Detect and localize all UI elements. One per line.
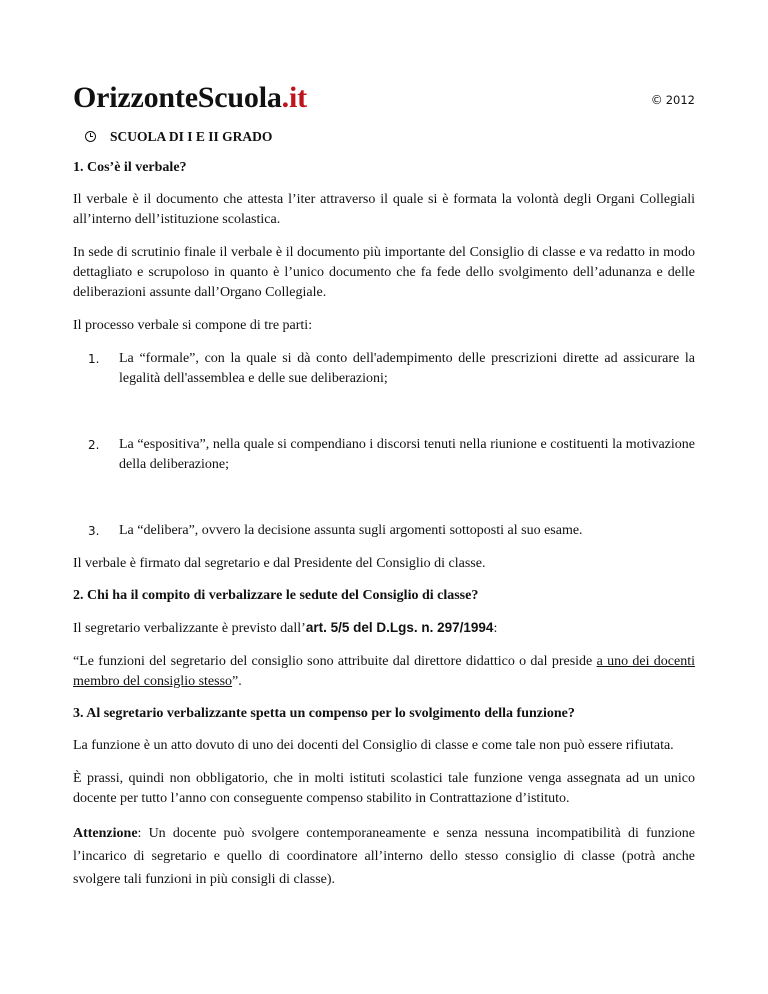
question-1-paragraph-3: Il processo verbale si compone di tre parti:	[73, 318, 313, 333]
article-body	[73, 159, 695, 904]
question-3-paragraph-1: La funzione è un atto dovuto di uno dei docenti del Consiglio di classe e come tale non può essere rifiutata.	[73, 738, 674, 753]
question-1-paragraph-4: Il verbale è firmato dal segretario e dal Presidente del Consiglio di classe.	[73, 556, 486, 571]
verbale-parts-list	[73, 349, 695, 541]
law-reference: art. 5/5 del D.Lgs. n. 297/1994	[305, 620, 494, 635]
question-2-quote	[73, 652, 695, 692]
intro-text: Il segretario verbalizzante è previsto dall’	[73, 621, 306, 636]
site-logo[interactable]	[73, 80, 307, 116]
list-item	[73, 435, 695, 475]
list-item	[73, 349, 695, 389]
brand-main: OrizzonteScuola	[73, 81, 282, 114]
quote-underlined: a uno dei docenti membro del consiglio stesso	[73, 654, 695, 689]
quote-end: ”.	[232, 674, 242, 689]
list-item-number: 2.	[88, 438, 100, 452]
list-item-text: La “espositiva”, nella quale si compendiano i discorsi tenuti nella riunione e costituenti la motivazione della deliberazione;	[119, 437, 695, 472]
question-2-title: 2. Chi ha il compito di verbalizzare le sedute del Consiglio di classe?	[73, 588, 479, 603]
attention-label: Attenzione	[73, 826, 138, 841]
list-item-text: La “delibera”, ovvero la decisione assunta sugli argomenti sottoposti al suo esame.	[119, 523, 583, 538]
page-header	[73, 0, 695, 118]
brand-tld: .it	[281, 81, 307, 114]
section-heading	[85, 129, 272, 145]
document-page	[73, 0, 695, 887]
list-item-text: La “formale”, con la quale si dà conto dell'adempimento delle prescrizioni dirette ad assicurare la legalità dell'assemblea e delle sue deliberazioni;	[119, 351, 695, 386]
question-1-title: 1. Cos’è il verbale?	[73, 160, 187, 175]
list-item-number: 1.	[88, 352, 100, 366]
quote-text: “Le funzioni del segretario del consiglio sono attribuite dal direttore didattico o dal preside	[73, 654, 597, 669]
question-1-paragraph-2: In sede di scrutinio finale il verbale è il documento più importante del Consiglio di classe e va redatto in modo dettagliato e scrupoloso in quanto è l’unico documento che fa fede dello svolgimento dell’adunanza e delle deliberazioni assunte dall’Organo Collegiale.	[73, 245, 695, 300]
attention-text: : Un docente può svolgere contemporaneamente e senza nessuna incompatibilità di funzione l’incarico di segretario e quello di coordinatore all’interno dello stesso consiglio di classe (potrà anche svolgere tali funzioni in più consigli di classe).	[73, 826, 695, 887]
copyright-icon: ©	[650, 93, 663, 107]
intro-colon: :	[493, 621, 498, 636]
clock-icon	[85, 131, 96, 142]
section-label: SCUOLA DI I E II GRADO	[110, 129, 273, 144]
list-item-number: 3.	[88, 524, 100, 538]
question-2-intro	[73, 618, 695, 639]
question-3-title: 3. Al segretario verbalizzante spetta un compenso per lo svolgimento della funzione?	[73, 706, 575, 721]
year-text: 2012	[665, 93, 695, 107]
attention-note	[73, 822, 695, 891]
list-item	[73, 521, 695, 541]
question-1-paragraph-1: Il verbale è il documento che attesta l’iter attraverso il quale si è formata la volontà degli Organi Collegiali all’interno dell’istituzione scolastica.	[73, 192, 695, 227]
question-3-paragraph-2: È prassi, quindi non obbligatorio, che in molti istituti scolastici tale funzione venga assegnata ad un unico docente per tutto l’anno con conseguente compenso stabilito in Contrattazione d’istituto.	[73, 771, 695, 806]
copyright-year	[651, 93, 695, 107]
